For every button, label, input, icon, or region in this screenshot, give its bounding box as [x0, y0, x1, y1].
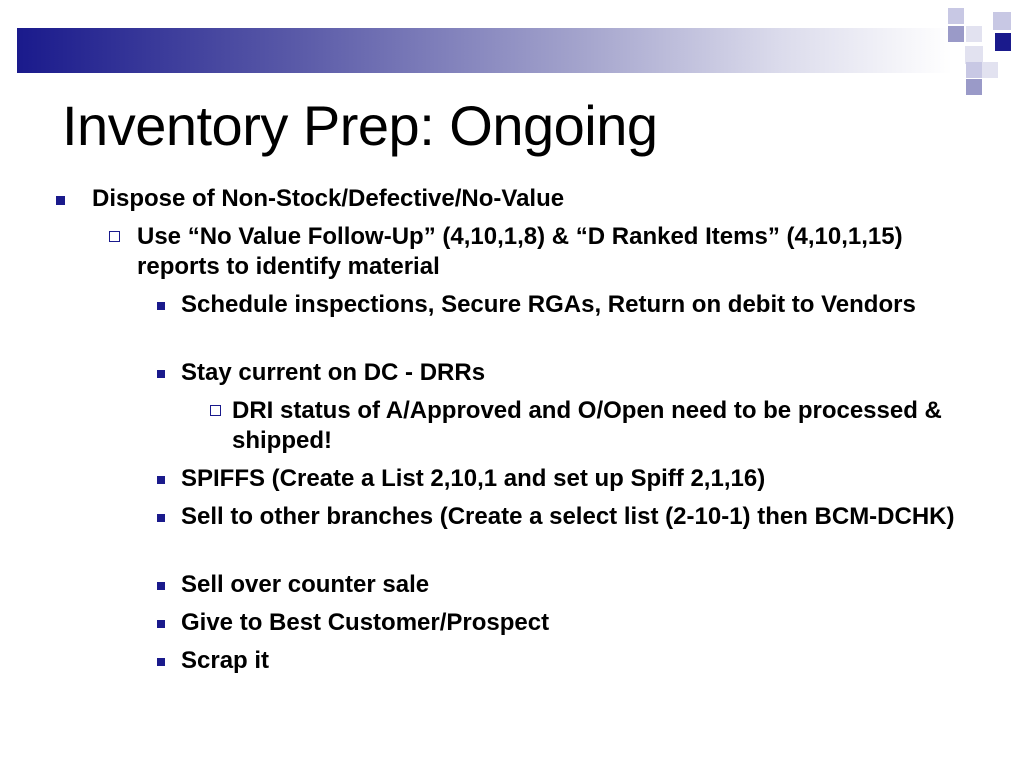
- filled-square-bullet-icon: [157, 302, 165, 310]
- filled-square-bullet-icon: [157, 620, 165, 628]
- filled-square-bullet-icon: [157, 476, 165, 484]
- slide-title: Inventory Prep: Ongoing: [62, 94, 658, 157]
- bullet-spiffs: SPIFFS (Create a List 2,10,1 and set up Spiff 2,1,16): [181, 465, 766, 492]
- bullet-sell-branches: Sell to other branches (Create a select list (2-10-1) then BCM-DCHK): [181, 503, 955, 530]
- bullet-sell-counter: Sell over counter sale: [181, 571, 430, 598]
- hollow-square-bullet-icon: [210, 405, 221, 416]
- bullet-dispose: Dispose of Non-Stock/Defective/No-Value: [92, 185, 565, 212]
- filled-square-bullet-icon: [157, 582, 165, 590]
- decorative-squares-icon: [945, 6, 1020, 96]
- hollow-square-bullet-icon: [109, 231, 120, 242]
- bullet-dri-status: DRI status of A/Approved and O/Open need to be processed & shipped!: [232, 397, 942, 454]
- bullet-stay-current: Stay current on DC - DRRs: [181, 359, 486, 386]
- bullet-use-reports: Use “No Value Follow-Up” (4,10,1,8) & “D Ranked Items” (4,10,1,15) reports to identify material: [137, 223, 903, 280]
- filled-square-bullet-icon: [56, 196, 65, 205]
- filled-square-bullet-icon: [157, 370, 165, 378]
- header-gradient-bar: [17, 28, 952, 73]
- bullet-schedule-inspections: Schedule inspections, Secure RGAs, Return on debit to Vendors: [181, 291, 916, 318]
- filled-square-bullet-icon: [157, 514, 165, 522]
- bullet-best-customer: Give to Best Customer/Prospect: [181, 609, 550, 636]
- filled-square-bullet-icon: [157, 658, 165, 666]
- bullet-scrap: Scrap it: [181, 647, 270, 674]
